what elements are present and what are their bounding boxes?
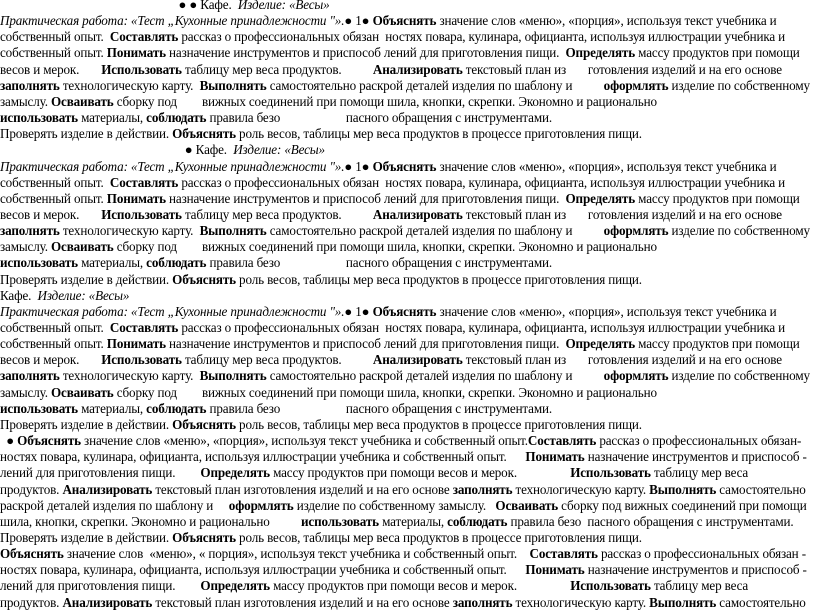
text-run: замыслу. [0, 384, 51, 400]
bold-term: Использовать [101, 352, 182, 368]
text-line [0, 513, 812, 530]
text-run: таблицу мер веса [650, 578, 749, 594]
text-line [0, 190, 812, 207]
text-run: ностях повара, кулинара, официанта, используя иллюстрации учебника и собственный опыт. [0, 562, 526, 578]
text-run: текстовый план изготовления изделий и на его основе [152, 481, 453, 497]
bold-term: использовать [0, 400, 78, 416]
text-run: шила, кнопки, скрепки. Экономно и рационально [0, 513, 301, 529]
text-run: материалы, [77, 400, 147, 416]
text-run: изделие по собственному [668, 368, 810, 384]
text-run: рассказ о профессиональных обязан - [597, 546, 806, 562]
text-line [0, 254, 812, 271]
text-line [0, 432, 812, 449]
bold-term: Выполнять [199, 77, 267, 93]
bold-term: Понимать [106, 45, 166, 61]
italic-text: Изделие: «Весы» [237, 0, 330, 12]
text-run: ● Кафе. [0, 142, 234, 158]
text-line [0, 271, 812, 288]
text-line [0, 384, 812, 401]
text-line [0, 497, 812, 514]
text-run: самостоятельно [716, 481, 806, 497]
bold-term: Анализировать [62, 594, 153, 610]
bold-term: Осваивать [50, 384, 114, 400]
text-run: таблицу мер веса продуктов. [181, 352, 373, 368]
text-run: технологическую карту. [59, 223, 200, 239]
text-run: таблицу мер веса [650, 465, 749, 481]
text-line [0, 367, 812, 384]
bold-term: Объяснять [172, 416, 236, 432]
text-run: назначение инструментов и приспособ лений для приготовления пищи. [165, 336, 566, 352]
bold-term: Осваивать [50, 93, 114, 109]
text-line [0, 174, 812, 191]
text-run: рассказ о профессиональных обязан- [596, 433, 802, 449]
text-run: ● ● Кафе. [0, 0, 238, 12]
text-run: сборку под вижных соединений при помощи шила, кнопки, скрепки. Экономно и рационально [113, 93, 657, 109]
text-run: ● 1● [344, 13, 373, 29]
text-line [0, 448, 812, 465]
text-run: текстовый план из готовления изделий и на его основе [462, 61, 782, 77]
bold-term: соблюдать [447, 513, 508, 529]
text-line [0, 319, 812, 336]
text-run: массу продуктов при помощи [635, 45, 800, 61]
text-run: значение слов «меню», «порция», используя текст учебника и [436, 158, 777, 174]
text-run: назначение инструментов и приспособ лений для приготовления пищи. [165, 190, 566, 206]
text-run: назначение инструментов и приспособ - [584, 449, 807, 465]
bold-term: соблюдать [146, 110, 207, 126]
bold-term: Выполнять [199, 368, 267, 384]
text-line [0, 93, 812, 110]
text-run: собственный опыт. [0, 29, 110, 45]
bold-term: Объяснять [372, 303, 437, 319]
text-run: текстовый план из готовления изделий и на его основе [462, 352, 782, 368]
text-run: самостоятельно раскрой деталей изделия по шаблону и [266, 368, 604, 384]
text-run: назначение инструментов и приспособ лений для приготовления пищи. [165, 45, 566, 61]
bold-term: оформлять [228, 497, 294, 513]
text-run: замыслу. [0, 93, 51, 109]
italic-text: Практическая работа: «Тест „Кухонные принадлежности "». [0, 158, 345, 174]
bold-term: оформлять [603, 223, 669, 239]
text-line [0, 125, 812, 142]
text-run: технологическую карту. [512, 594, 650, 610]
text-run: роль весов, таблицы мер веса продуктов в процессе приготовления пищи. [235, 126, 642, 142]
text-run: Кафе. [0, 287, 38, 303]
text-line [0, 351, 812, 368]
text-line [0, 158, 812, 175]
bold-term: Объяснять [372, 13, 437, 29]
bold-term: Понимать [525, 562, 585, 578]
italic-text: Практическая работа: «Тест „Кухонные принадлежности "». [0, 303, 345, 319]
bold-term: Объяснять [172, 529, 236, 545]
bold-term: использовать [0, 255, 78, 271]
bold-term: Анализировать [372, 61, 463, 77]
text-line [0, 594, 812, 611]
text-line [0, 529, 812, 546]
bold-term: Выполнять [649, 594, 717, 610]
text-run: лений для приготовления пищи. [0, 578, 201, 594]
text-run: технологическую карту. [59, 77, 200, 93]
text-run: текстовый план из готовления изделий и на его основе [462, 206, 782, 222]
text-line [0, 222, 812, 239]
text-run: массу продуктов при помощи весов и мерок. [269, 465, 571, 481]
bold-term: Определять [565, 336, 636, 352]
text-run: значение слов «меню», «порция», используя текст учебника и [436, 303, 777, 319]
text-run: ● 1● [344, 158, 373, 174]
text-run: роль весов, таблицы мер веса продуктов в процессе приготовления пищи. [235, 416, 642, 432]
bold-term: Составлять [109, 174, 179, 190]
text-run: правила безо пасного обращения с инструментами. [206, 255, 553, 271]
bold-term: заполнять [452, 481, 513, 497]
bold-term: Понимать [525, 449, 585, 465]
bold-term: Использовать [570, 465, 651, 481]
bold-term: Осваивать [50, 239, 114, 255]
bold-term: заполнять [0, 368, 60, 384]
text-run: таблицу мер веса продуктов. [181, 61, 373, 77]
text-run: раскрой деталей изделия по шаблону и [0, 497, 229, 513]
text-run: весов и мерок. [0, 352, 102, 368]
bold-term: Определять [565, 190, 636, 206]
bold-term: заполнять [452, 594, 513, 610]
bold-term: Использовать [101, 61, 182, 77]
text-run: Проверять изделие в действии. [0, 529, 173, 545]
text-run: собственный опыт. [0, 45, 107, 61]
text-run: рассказ о профессиональных обязан ностях повара, кулинара, официанта, используя иллюстрации учебника и [178, 174, 786, 190]
bold-term: Объяснять [172, 271, 236, 287]
bold-term: Определять [200, 465, 270, 481]
bold-term: Объяснять [0, 546, 64, 562]
bold-term: Составлять [529, 546, 598, 562]
text-run: технологическую карту. [512, 481, 650, 497]
bold-term: Выполнять [649, 481, 717, 497]
text-line [0, 416, 812, 433]
bold-term: Понимать [106, 190, 166, 206]
bold-term: Понимать [106, 336, 166, 352]
text-line [0, 44, 812, 61]
text-run: самостоятельно [716, 594, 806, 610]
bold-term: Анализировать [372, 352, 463, 368]
text-run: значение слов «меню», «порция», используя текст учебника и [436, 13, 777, 29]
text-run: изделие по собственному замыслу. [293, 497, 496, 513]
bold-term: Определять [200, 578, 270, 594]
text-line [0, 400, 812, 417]
bold-term: Составлять [527, 433, 597, 449]
text-line [0, 464, 812, 481]
text-run: текстовый план изготовления изделий и на его основе [152, 594, 453, 610]
text-run: ностях повара, кулинара, официанта, используя иллюстрации учебника и собственный опыт. [0, 449, 526, 465]
text-run: сборку под вижных соединений при помощи [558, 497, 807, 513]
text-line [0, 28, 812, 45]
bold-term: соблюдать [146, 400, 207, 416]
italic-text: Практическая работа: «Тест „Кухонные принадлежности "». [0, 13, 345, 29]
text-run: Проверять изделие в действии. [0, 271, 173, 287]
text-line [0, 577, 812, 594]
bold-term: Объяснять [172, 126, 236, 142]
text-line [0, 61, 812, 78]
text-run: массу продуктов при помощи весов и мерок. [269, 578, 571, 594]
text-run: рассказ о профессиональных обязан ностях повара, кулинара, официанта, используя иллюстрации учебника и [178, 29, 786, 45]
text-line [0, 561, 812, 578]
text-line [0, 141, 812, 158]
bold-term: Составлять [109, 320, 179, 335]
bold-term: Выполнять [199, 223, 267, 239]
text-run: значение слов «меню», « порция», используя текст учебника и собственный опыт. [63, 546, 530, 562]
text-run: таблицу мер веса продуктов. [181, 206, 373, 222]
text-run: собственный опыт. [0, 320, 110, 335]
text-run: продуктов. [0, 481, 63, 497]
text-run: правила безо пасного обращения с инструментами. [206, 400, 553, 416]
text-line [0, 206, 812, 223]
text-run: материалы, [77, 255, 147, 271]
text-run: лений для приготовления пищи. [0, 465, 201, 481]
text-run: массу продуктов при помощи [635, 190, 800, 206]
italic-text: Изделие: «Весы» [37, 287, 130, 303]
text-run: сборку под вижных соединений при помощи шила, кнопки, скрепки. Экономно и рационально [113, 384, 657, 400]
text-run: Проверять изделие в действии. [0, 126, 173, 142]
text-line [0, 481, 812, 498]
text-run: самостоятельно раскрой деталей изделия по шаблону и [266, 223, 604, 239]
text-run: Проверять изделие в действии. [0, 416, 173, 432]
text-run: материалы, [378, 513, 448, 529]
bold-term: использовать [0, 110, 78, 126]
text-run: технологическую карту. [59, 368, 200, 384]
text-run: продуктов. [0, 594, 63, 610]
text-run: значение слов «меню», «порция», используя текст учебника и собственный опыт. [80, 433, 528, 449]
text-run: массу продуктов при помощи [635, 336, 800, 352]
text-run: весов и мерок. [0, 61, 102, 77]
text-line [0, 238, 812, 255]
bold-term: Объяснять [17, 433, 81, 449]
text-run: собственный опыт. [0, 336, 107, 352]
text-run: изделие по собственному [668, 223, 810, 239]
bold-term: оформлять [603, 77, 669, 93]
bold-term: оформлять [603, 368, 669, 384]
bold-term: Использовать [570, 578, 651, 594]
text-run: собственный опыт. [0, 174, 110, 190]
text-run: материалы, [77, 110, 147, 126]
bold-term: Осваивать [495, 497, 559, 513]
text-run: изделие по собственному [668, 77, 810, 93]
text-run: ● 1● [344, 303, 373, 319]
text-line [0, 12, 812, 29]
text-line [0, 287, 812, 304]
text-line [0, 0, 812, 13]
bold-term: Анализировать [62, 481, 153, 497]
text-run: замыслу. [0, 239, 51, 255]
bold-term: соблюдать [146, 255, 207, 271]
bold-term: Определять [565, 45, 636, 61]
text-run: сборку под вижных соединений при помощи шила, кнопки, скрепки. Экономно и рационально [113, 239, 657, 255]
bold-term: использовать [300, 513, 379, 529]
italic-text: Изделие: «Весы» [233, 142, 325, 158]
text-run: собственный опыт. [0, 190, 107, 206]
text-line [0, 109, 812, 126]
text-run: роль весов, таблицы мер веса продуктов в процессе приготовления пищи. [235, 271, 642, 287]
bold-term: Объяснять [372, 158, 437, 174]
text-run: самостоятельно раскрой деталей изделия по шаблону и [266, 77, 604, 93]
text-line [0, 335, 812, 352]
text-run: весов и мерок. [0, 206, 102, 222]
text-run: рассказ о профессиональных обязан ностях повара, кулинара, официанта, используя иллюстрации учебника и [178, 320, 786, 335]
text-line [0, 77, 812, 94]
bold-term: заполнять [0, 223, 60, 239]
bold-term: Анализировать [372, 206, 463, 222]
text-run: правила безо пасного обращения с инструментами. [507, 513, 794, 529]
bold-term: заполнять [0, 77, 60, 93]
bold-term: Использовать [101, 206, 182, 222]
text-run: роль весов, таблицы мер веса продуктов в процессе приготовления пищи. [235, 529, 642, 545]
text-run: правила безо пасного обращения с инструментами. [206, 110, 553, 126]
text-run: ● [0, 433, 18, 449]
bold-term: Составлять [109, 29, 179, 45]
text-line [0, 303, 812, 320]
text-line [0, 545, 812, 562]
text-run: назначение инструментов и приспособ - [584, 562, 807, 578]
